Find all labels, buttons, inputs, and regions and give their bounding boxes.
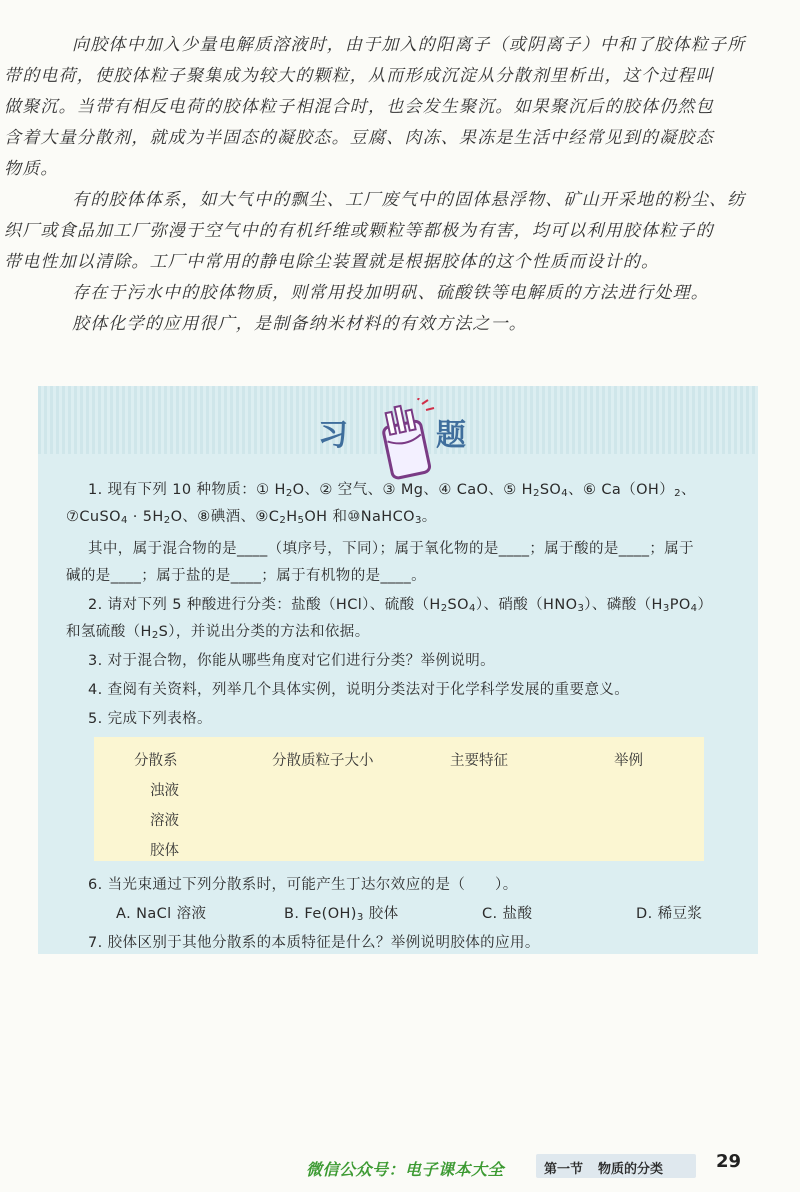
question-2-line-2 — [66, 620, 370, 641]
subscript: 3 — [577, 603, 585, 614]
option-b-text: B. Fe(OH) — [284, 906, 357, 922]
text-line: 带电性加以清除。工厂中常用的静电除尘装置就是根据胶体的这个性质而设计的。 — [4, 252, 660, 272]
wechat-watermark: 微信公众号：电子课本大全 — [306, 1160, 505, 1179]
option-b-text: 胶体 — [363, 906, 399, 922]
dispersion-table — [94, 737, 704, 861]
table-row-label: 胶体 — [150, 843, 179, 859]
q1-text: OH 和⑩NaHCO — [304, 509, 415, 525]
q2-text: 2. 请对下列 5 种酸进行分类：盐酸（HCl）、硫酸（H — [88, 597, 441, 613]
subscript: 3 — [414, 515, 422, 526]
q2-text: SO — [447, 597, 469, 613]
option-c: C. 盐酸 — [482, 906, 533, 922]
text-line: 物质。 — [4, 159, 59, 179]
section-number: 第一节 — [544, 1162, 584, 1177]
subscript: 2 — [279, 515, 287, 526]
q2-text: ） — [697, 597, 713, 613]
option-b — [284, 902, 399, 923]
q2-text: PO — [669, 597, 691, 613]
table-header: 分散质粒子大小 — [272, 753, 374, 769]
table-header: 主要特征 — [450, 753, 508, 769]
q1-text: O、② 空气、③ Mg、④ CaO、⑤ H — [292, 482, 533, 498]
table-header: 分散系 — [134, 753, 178, 769]
text-line: 含着大量分散剂，就成为半固态的凝胶态。豆腐、肉冻、果冻是生活中经常见到的凝胶态 — [4, 128, 714, 148]
text-line: 有的胶体体系，如大气中的飘尘、工厂废气中的固体悬浮物、矿山开采地的粉尘、纺 — [72, 190, 746, 210]
q1-text: 、 — [680, 482, 696, 498]
question-5: 5. 完成下列表格。 — [88, 711, 212, 727]
paragraph-coagulation — [4, 30, 768, 185]
q2-text: ）、磷酸（H — [584, 597, 663, 613]
paragraph-dust — [4, 185, 768, 278]
question-1-line-1 — [88, 478, 696, 499]
question-4: 4. 查阅有关资料，列举几个具体实例，说明分类法对于化学科学发展的重要意义。 — [88, 682, 630, 698]
subscript: 3 — [356, 912, 364, 923]
q1-text: 1. 现有下列 10 种物质：① H — [88, 482, 286, 498]
paragraph-application: 胶体化学的应用很广，是制备纳米材料的有效方法之一。 — [72, 314, 527, 334]
question-1-line-2 — [66, 505, 437, 526]
question-7: 7. 胶体区别于其他分散系的本质特征是什么？举例说明胶体的应用。 — [88, 935, 540, 951]
q1-text: ⑦CuSO — [66, 509, 121, 525]
table-header: 举例 — [614, 753, 643, 769]
subscript: 2 — [532, 488, 540, 499]
table-row-label: 溶液 — [150, 813, 179, 829]
q1-text: H — [286, 509, 298, 525]
subscript: 2 — [285, 488, 293, 499]
option-a: A. NaCl 溶液 — [116, 906, 207, 922]
section-label — [536, 1154, 696, 1178]
title-char-2: 题 — [436, 418, 468, 453]
subscript: 4 — [468, 603, 476, 614]
subscript: 5 — [297, 515, 305, 526]
page-number: 29 — [716, 1151, 742, 1172]
text-line: 织厂或食品加工厂弥漫于空气中的有机纤维或颗粒等都极为有害，均可以利用胶体粒子的 — [4, 221, 714, 241]
section-title: 物质的分类 — [598, 1162, 664, 1177]
question-1-line-3: 其中，属于混合物的是____（填序号，下同）；属于氧化物的是____；属于酸的是____；属于 — [88, 541, 695, 557]
text-line: 做聚沉。当带有相反电荷的胶体粒子相混合时，也会发生聚沉。如果聚沉后的胶体仍然包 — [4, 97, 714, 117]
q2-text: S），并说出分类的方法和依据。 — [158, 624, 370, 640]
subscript: 2 — [151, 630, 159, 641]
subscript: 4 — [690, 603, 698, 614]
pencil-holder-icon — [372, 398, 436, 482]
paragraph-wastewater: 存在于污水中的胶体物质，则常用投加明矾、硫酸铁等电解质的方法进行处理。 — [72, 283, 709, 303]
question-2-line-1 — [88, 593, 712, 614]
question-3: 3. 对于混合物，你能从哪些角度对它们进行分类？举例说明。 — [88, 653, 496, 669]
question-1-line-4: 碱的是____；属于盐的是____；属于有机物的是____。 — [66, 568, 426, 584]
subscript: 2 — [440, 603, 448, 614]
title-char-1: 习 — [318, 418, 350, 453]
q2-text: 和氢硫酸（H — [66, 624, 152, 640]
q2-text: ）、硝酸（HNO — [475, 597, 578, 613]
subscript: 2 — [163, 515, 171, 526]
option-d: D. 稀豆浆 — [636, 906, 703, 922]
prose-section — [4, 30, 768, 340]
subscript: 4 — [561, 488, 569, 499]
exercise-box — [38, 386, 758, 954]
subscript: 3 — [662, 603, 670, 614]
subscript: 2 — [674, 488, 681, 499]
text-line: 向胶体中加入少量电解质溶液时，由于加入的阳离子（或阴离子）中和了胶体粒子所 — [72, 35, 746, 55]
q1-text: SO — [539, 482, 562, 498]
exercise-title — [38, 404, 758, 464]
q1-text: 、⑥ Ca（OH） — [568, 482, 675, 498]
q1-text: O、⑧碘酒、⑨C — [170, 509, 280, 525]
text-line: 带的电荷，使胶体粒子聚集成为较大的颗粒，从而形成沉淀从分散剂里析出，这个过程叫 — [4, 66, 714, 86]
q1-text: · 5H — [127, 509, 164, 525]
subscript: 4 — [120, 515, 128, 526]
q1-text: 。 — [421, 509, 437, 525]
table-row-label: 浊液 — [150, 783, 179, 799]
question-6: 6. 当光束通过下列分散系时，可能产生丁达尔效应的是（ ）。 — [88, 877, 518, 893]
